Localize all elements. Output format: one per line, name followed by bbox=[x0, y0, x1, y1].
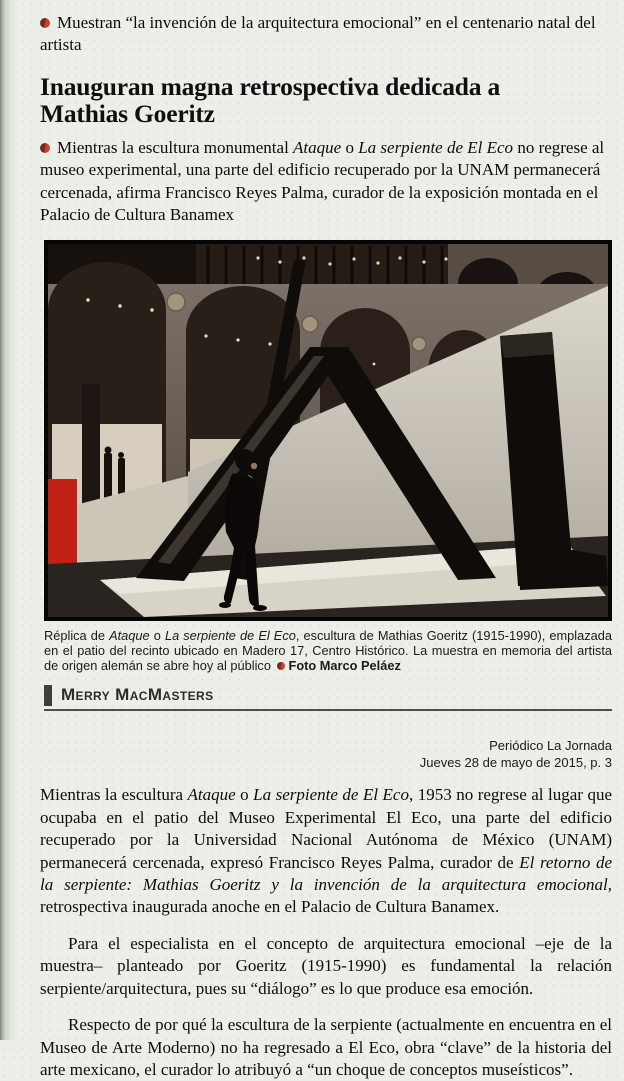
exhibition-photo-graphic bbox=[48, 244, 608, 617]
subhead bbox=[40, 137, 612, 227]
publication-name: Periódico La Jornada bbox=[489, 738, 612, 754]
source-block bbox=[44, 737, 612, 771]
byline-author: Merry MacMasters bbox=[61, 684, 214, 704]
paragraph-3: Respecto de por qué la escultura de la serpiente (actualmente en encuentra en el Museo de Arte Moderno) no ha regresado a El Eco, obra “clave” de la historia del arte mexicano, el curador lo atribuyó a “un choque de conceptos museísticos”. bbox=[40, 1015, 612, 1079]
photo-caption bbox=[44, 628, 612, 673]
paragraph-2: Para el especialista en el concepto de arquitectura emocional –eje de la muestra– planteado por Goeritz (1915-1990) es fundamental la relación serpiente/arquitectura, pues su “diálogo” es lo que produce esa emoción. bbox=[40, 933, 612, 998]
lede bbox=[40, 12, 612, 57]
byline-bar bbox=[44, 685, 52, 706]
photo-credit: Foto Marco Peláez bbox=[288, 658, 401, 674]
exhibition-photo bbox=[44, 240, 612, 621]
jornada-bullet-icon bbox=[40, 18, 50, 28]
lede-text: Muestran “la invención de la arquitectura emocional” en el centenario natal del artista bbox=[40, 13, 596, 55]
publication-date: Jueves 28 de mayo de 2015, p. 3 bbox=[419, 755, 612, 771]
article-body bbox=[40, 784, 612, 1081]
article-headline: Inauguran magna retrospectiva dedicada a Mathias Goeritz bbox=[40, 71, 501, 128]
photo-caption-text: Réplica de Ataque o La serpiente de El Eco, escultura de Mathias Goeritz (1915-1990), emplazada en el patio del recinto ubicado en Madero 17, Centro Histórico. La muestra en memoria del artista de origen alemán se abre hoy al público bbox=[44, 628, 613, 674]
jornada-bullet-icon bbox=[40, 143, 50, 153]
paragraph-1: Mientras la escultura Ataque o La serpiente de El Eco, 1953 no regrese al lugar que ocupaba en el patio del Museo Experimental El Eco, una parte del edificio recuperado por la Universidad Nacional Autónoma de México (UNAM) permanecerá cercenada, expresó Francisco Reyes Palma, curador de El retorno de la serpiente: Mathias Goeritz y la invención de la arquitectura emocional, retrospectiva inaugurada anoche en el Palacio de Cultura Banamex. bbox=[40, 785, 612, 917]
byline bbox=[44, 685, 612, 711]
subhead-text: Mientras la escultura monumental Ataque o La serpiente de El Eco no regrese al museo experimental, una parte del edificio recuperado por la UNAM permanecerá cercenada, afirma Francisco Reyes Palma, curador de la exposición montada en el Palacio de Cultura Banamex bbox=[40, 137, 605, 225]
jornada-bullet-icon bbox=[277, 662, 285, 670]
